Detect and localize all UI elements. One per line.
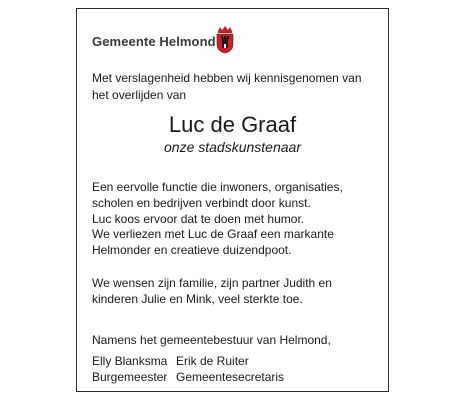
signer-title: Burgemeester [92, 370, 168, 384]
signer-secretary [176, 353, 284, 385]
paragraph-line: We verliezen met Luc de Graaf een markante [92, 227, 334, 242]
intro-line: het overlijden van [92, 88, 187, 102]
intro-text [92, 70, 377, 104]
city-crest-icon [214, 26, 236, 54]
signer-title: Gemeentesecretaris [176, 370, 285, 384]
paragraph-line: Helmonder en creatieve duizendpoot. [92, 243, 292, 258]
paragraph-line: scholen en bedrijven verbindt door kunst. [92, 195, 311, 210]
intro-line: Met verslagenheid hebben wij kennisgenomen van [92, 71, 362, 85]
signer-mayor [92, 353, 167, 385]
deceased-subtitle: onze stadskunstenaar [164, 139, 301, 155]
paragraph-line: Luc koos ervoor dat te doen met humor. [92, 211, 305, 226]
tribute-paragraph [92, 180, 382, 259]
paragraph-line: We wensen zijn familie, zijn partner Judith en [92, 276, 332, 290]
paragraph-line: Een eervolle functie die inwoners, organisaties, [92, 180, 343, 194]
signer-name: Elly Blanksma [92, 354, 168, 368]
deceased-name: Luc de Graaf [168, 112, 297, 137]
signer-name: Erik de Ruiter [176, 354, 249, 368]
paragraph-line: kinderen Julie en Mink, veel sterkte toe. [92, 291, 303, 306]
organization-name: Gemeente Helmond [92, 34, 216, 49]
closing-line: Namens het gemeentebestuur van Helmond, [92, 333, 331, 347]
condolence-paragraph [92, 276, 382, 308]
header [92, 26, 292, 58]
